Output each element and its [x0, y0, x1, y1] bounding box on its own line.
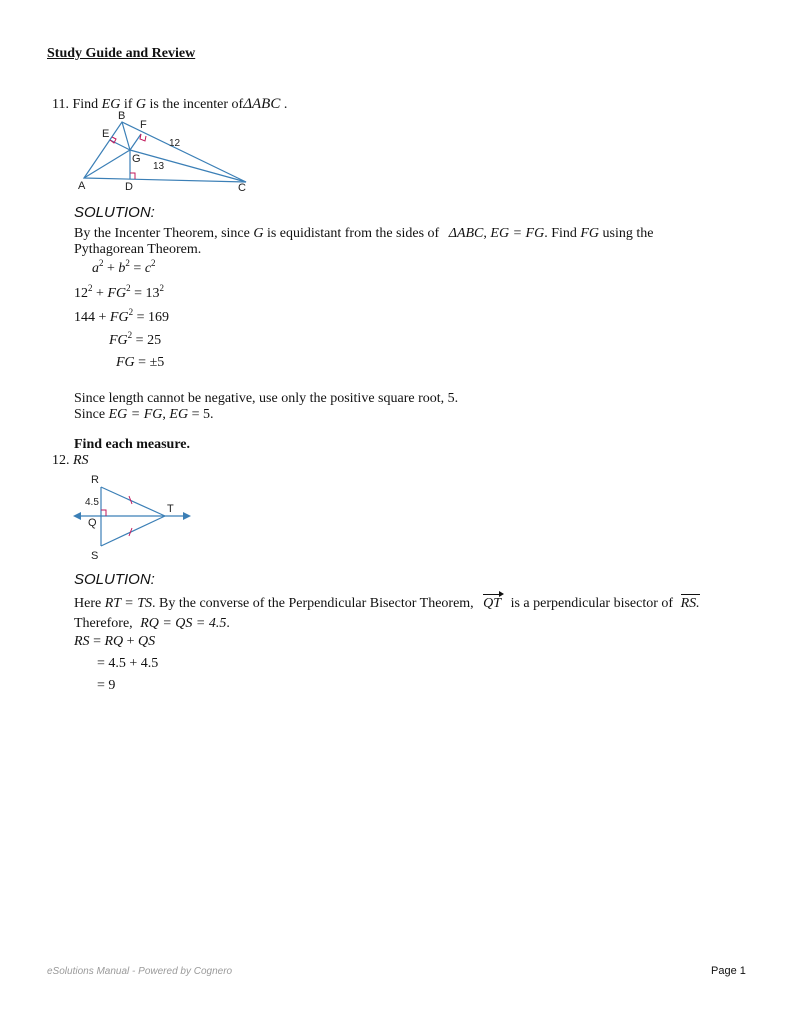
solution-11-line1: By the Incenter Theorem, since G is equidistant from the sides of ΔABC, EG = FG. Find FG using the	[74, 226, 654, 241]
label-s: S	[91, 550, 99, 562]
solution-12-line2: Therefore, RQ = QS = 4.5.	[74, 616, 230, 631]
side-length-13: 13	[153, 161, 165, 172]
solution-12-line1: Here RT = TS. By the converse of the Perpendicular Bisector Theorem, QT is a perpendicular bisector of RS.	[74, 596, 700, 612]
side-length-12: 12	[169, 138, 181, 149]
equation-3: $144 + FG^2 = 169$	[74, 307, 169, 325]
segment-rs: RS.	[680, 596, 700, 611]
equation-rs-3: = 9	[97, 678, 116, 693]
label-b: B	[118, 110, 126, 122]
equation-5: FG = ±5	[116, 355, 165, 370]
perpendicular-bisector-diagram	[72, 470, 194, 562]
solution-label-12: SOLUTION:	[74, 571, 155, 588]
label-c: C	[238, 182, 246, 194]
ray-qt: QT	[483, 596, 501, 612]
section-heading: Find each measure.	[74, 437, 191, 452]
equation-2: $12^2 + FG^2 = 13^2$	[74, 283, 164, 301]
equation-rs-2: = 4.5 + 4.5	[97, 656, 159, 671]
conclusion-11-line2: Since EG = FG, EG = 5.	[74, 407, 214, 422]
equation-1: $a^2 + b^2 = c^2$	[92, 258, 156, 276]
equation-4: $FG^2 = 25$	[109, 330, 162, 348]
question-number: 12.	[52, 453, 70, 468]
label-a: A	[78, 180, 86, 192]
question-11-prompt: 11. Find EG if G is the incenter ofΔABC .	[52, 96, 288, 112]
solution-11-line2: Pythagorean Theorem.	[74, 242, 202, 257]
page-title: Study Guide and Review	[47, 46, 196, 61]
footer-brand: eSolutions Manual - Powered by Cognero	[47, 966, 233, 977]
conclusion-11-line1: Since length cannot be negative, use only the positive square root, 5.	[74, 391, 459, 406]
solution-label-11: SOLUTION:	[74, 204, 155, 221]
label-d: D	[125, 181, 133, 193]
label-q: Q	[88, 517, 97, 529]
triangle-abc-diagram	[76, 110, 256, 196]
page-number: Page 1	[711, 965, 746, 977]
label-r: R	[91, 474, 99, 486]
equation-rs-1: RS = RQ + QS	[74, 634, 156, 649]
label-t: T	[167, 503, 174, 515]
question-12-prompt: 12. RS	[52, 453, 89, 468]
label-f: F	[140, 119, 147, 131]
label-e: E	[102, 128, 110, 140]
question-number: 11.	[52, 97, 69, 112]
length-label: 4.5	[85, 497, 99, 508]
label-g: G	[132, 153, 141, 165]
